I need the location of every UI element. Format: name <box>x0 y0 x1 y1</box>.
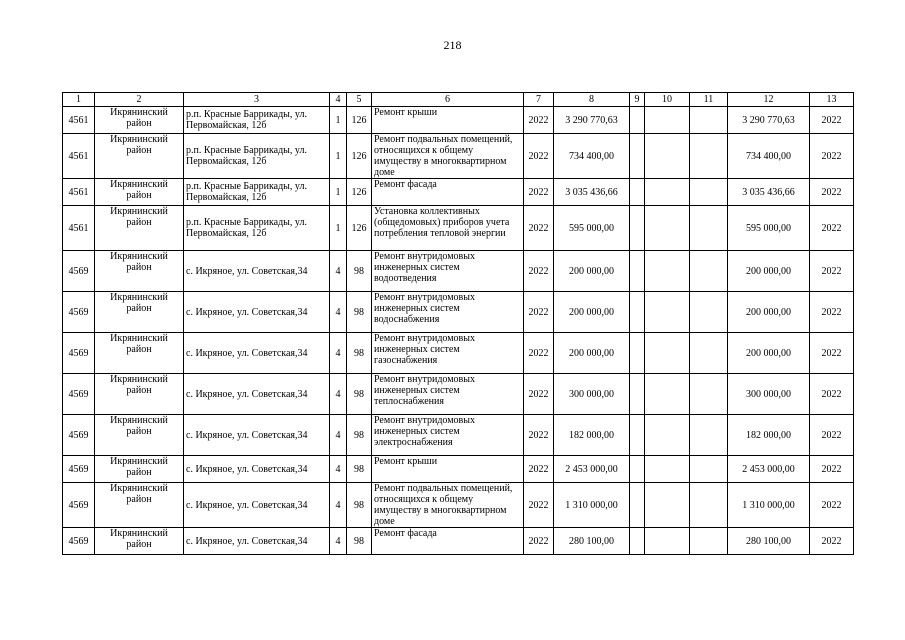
amount-cell: 200 000,00 <box>554 333 630 374</box>
col10-cell <box>645 374 690 415</box>
column-header: 1 <box>63 93 95 107</box>
col9-cell <box>630 483 645 528</box>
item-number-cell: 4561 <box>63 206 95 251</box>
district-cell: Икрянинский район <box>95 528 184 555</box>
col10-cell <box>645 528 690 555</box>
column-header: 12 <box>728 93 810 107</box>
item-number-cell: 4569 <box>63 456 95 483</box>
table-row <box>63 374 854 415</box>
column-header: 5 <box>347 93 372 107</box>
district-cell: Икрянинский район <box>95 134 184 179</box>
table-row <box>63 206 854 251</box>
col5-cell: 98 <box>347 374 372 415</box>
table-row <box>63 456 854 483</box>
col5-cell: 98 <box>347 292 372 333</box>
year-cell: 2022 <box>524 107 554 134</box>
col4-cell: 4 <box>330 483 347 528</box>
work-type-cell: Установка коллективных (общедомовых) приборов учета потребления тепловой энергии <box>372 206 524 251</box>
total-cell: 200 000,00 <box>728 251 810 292</box>
end-year-cell: 2022 <box>810 251 854 292</box>
column-header: 13 <box>810 93 854 107</box>
column-header: 6 <box>372 93 524 107</box>
end-year-cell: 2022 <box>810 292 854 333</box>
work-type-cell: Ремонт фасада <box>372 528 524 555</box>
item-number-cell: 4561 <box>63 134 95 179</box>
col5-cell: 126 <box>347 134 372 179</box>
col5-cell: 98 <box>347 528 372 555</box>
year-cell: 2022 <box>524 179 554 206</box>
amount-cell: 3 035 436,66 <box>554 179 630 206</box>
col11-cell <box>690 292 728 333</box>
district-cell: Икрянинский район <box>95 292 184 333</box>
col10-cell <box>645 251 690 292</box>
col4-cell: 4 <box>330 528 347 555</box>
col5-cell: 98 <box>347 456 372 483</box>
item-number-cell: 4569 <box>63 483 95 528</box>
work-type-cell: Ремонт внутридомовых инженерных систем водоотведения <box>372 251 524 292</box>
year-cell: 2022 <box>524 483 554 528</box>
column-header: 2 <box>95 93 184 107</box>
district-cell: Икрянинский район <box>95 415 184 456</box>
item-number-cell: 4561 <box>63 179 95 206</box>
year-cell: 2022 <box>524 456 554 483</box>
year-cell: 2022 <box>524 134 554 179</box>
col5-cell: 126 <box>347 107 372 134</box>
table-row <box>63 483 854 528</box>
end-year-cell: 2022 <box>810 483 854 528</box>
col4-cell: 1 <box>330 107 347 134</box>
col9-cell <box>630 134 645 179</box>
amount-cell: 2 453 000,00 <box>554 456 630 483</box>
end-year-cell: 2022 <box>810 206 854 251</box>
end-year-cell: 2022 <box>810 456 854 483</box>
col10-cell <box>645 107 690 134</box>
col5-cell: 126 <box>347 179 372 206</box>
col9-cell <box>630 528 645 555</box>
end-year-cell: 2022 <box>810 107 854 134</box>
item-number-cell: 4569 <box>63 415 95 456</box>
item-number-cell: 4569 <box>63 333 95 374</box>
col10-cell <box>645 456 690 483</box>
col10-cell <box>645 415 690 456</box>
address-cell: с. Икряное, ул. Советская,34 <box>184 251 330 292</box>
amount-cell: 734 400,00 <box>554 134 630 179</box>
amount-cell: 200 000,00 <box>554 251 630 292</box>
total-cell: 3 290 770,63 <box>728 107 810 134</box>
year-cell: 2022 <box>524 415 554 456</box>
district-cell: Икрянинский район <box>95 333 184 374</box>
table-row <box>63 107 854 134</box>
district-cell: Икрянинский район <box>95 107 184 134</box>
column-header: 3 <box>184 93 330 107</box>
col9-cell <box>630 374 645 415</box>
address-cell: р.п. Красные Баррикады, ул. Первомайская, 12б <box>184 134 330 179</box>
amount-cell: 300 000,00 <box>554 374 630 415</box>
address-cell: р.п. Красные Баррикады, ул. Первомайская, 12б <box>184 107 330 134</box>
header-row <box>63 93 854 107</box>
total-cell: 200 000,00 <box>728 292 810 333</box>
item-number-cell: 4569 <box>63 374 95 415</box>
amount-cell: 3 290 770,63 <box>554 107 630 134</box>
item-number-cell: 4569 <box>63 251 95 292</box>
work-type-cell: Ремонт крыши <box>372 107 524 134</box>
amount-cell: 280 100,00 <box>554 528 630 555</box>
work-type-cell: Ремонт внутридомовых инженерных систем водоснабжения <box>372 292 524 333</box>
col11-cell <box>690 179 728 206</box>
column-header: 9 <box>630 93 645 107</box>
col9-cell <box>630 415 645 456</box>
end-year-cell: 2022 <box>810 415 854 456</box>
end-year-cell: 2022 <box>810 374 854 415</box>
column-header: 8 <box>554 93 630 107</box>
table-row <box>63 179 854 206</box>
total-cell: 595 000,00 <box>728 206 810 251</box>
amount-cell: 182 000,00 <box>554 415 630 456</box>
work-type-cell: Ремонт фасада <box>372 179 524 206</box>
address-cell: с. Икряное, ул. Советская,34 <box>184 292 330 333</box>
total-cell: 200 000,00 <box>728 333 810 374</box>
col10-cell <box>645 134 690 179</box>
col11-cell <box>690 333 728 374</box>
year-cell: 2022 <box>524 292 554 333</box>
col4-cell: 4 <box>330 292 347 333</box>
col4-cell: 1 <box>330 206 347 251</box>
page-number: 218 <box>443 38 462 52</box>
col9-cell <box>630 206 645 251</box>
col9-cell <box>630 333 645 374</box>
col5-cell: 98 <box>347 415 372 456</box>
col4-cell: 4 <box>330 374 347 415</box>
col11-cell <box>690 415 728 456</box>
col11-cell <box>690 456 728 483</box>
address-cell: с. Икряное, ул. Советская,34 <box>184 483 330 528</box>
col10-cell <box>645 292 690 333</box>
total-cell: 280 100,00 <box>728 528 810 555</box>
work-type-cell: Ремонт внутридомовых инженерных систем электроснабжения <box>372 415 524 456</box>
item-number-cell: 4561 <box>63 107 95 134</box>
table-row <box>63 251 854 292</box>
table-row <box>63 134 854 179</box>
col4-cell: 1 <box>330 134 347 179</box>
col4-cell: 4 <box>330 415 347 456</box>
col4-cell: 4 <box>330 333 347 374</box>
table-row <box>63 292 854 333</box>
col10-cell <box>645 333 690 374</box>
total-cell: 734 400,00 <box>728 134 810 179</box>
district-cell: Икрянинский район <box>95 483 184 528</box>
col11-cell <box>690 528 728 555</box>
total-cell: 1 310 000,00 <box>728 483 810 528</box>
end-year-cell: 2022 <box>810 134 854 179</box>
district-cell: Икрянинский район <box>95 456 184 483</box>
total-cell: 3 035 436,66 <box>728 179 810 206</box>
col11-cell <box>690 134 728 179</box>
total-cell: 182 000,00 <box>728 415 810 456</box>
table-row <box>63 333 854 374</box>
work-type-cell: Ремонт крыши <box>372 456 524 483</box>
col5-cell: 126 <box>347 206 372 251</box>
col9-cell <box>630 107 645 134</box>
col11-cell <box>690 374 728 415</box>
col5-cell: 98 <box>347 483 372 528</box>
col5-cell: 98 <box>347 251 372 292</box>
col11-cell <box>690 483 728 528</box>
year-cell: 2022 <box>524 251 554 292</box>
end-year-cell: 2022 <box>810 333 854 374</box>
year-cell: 2022 <box>524 206 554 251</box>
end-year-cell: 2022 <box>810 528 854 555</box>
work-type-cell: Ремонт внутридомовых инженерных систем теплоснабжения <box>372 374 524 415</box>
address-cell: с. Икряное, ул. Советская,34 <box>184 456 330 483</box>
col4-cell: 1 <box>330 179 347 206</box>
end-year-cell: 2022 <box>810 179 854 206</box>
col9-cell <box>630 179 645 206</box>
col10-cell <box>645 483 690 528</box>
total-cell: 300 000,00 <box>728 374 810 415</box>
year-cell: 2022 <box>524 528 554 555</box>
table-row <box>63 415 854 456</box>
work-type-cell: Ремонт подвальных помещений, относящихся к общему имуществу в многоквартирном доме <box>372 134 524 179</box>
amount-cell: 200 000,00 <box>554 292 630 333</box>
data-table <box>62 92 854 555</box>
item-number-cell: 4569 <box>63 528 95 555</box>
year-cell: 2022 <box>524 333 554 374</box>
address-cell: с. Икряное, ул. Советская,34 <box>184 528 330 555</box>
district-cell: Икрянинский район <box>95 374 184 415</box>
col10-cell <box>645 179 690 206</box>
column-header: 10 <box>645 93 690 107</box>
address-cell: с. Икряное, ул. Советская,34 <box>184 415 330 456</box>
total-cell: 2 453 000,00 <box>728 456 810 483</box>
work-type-cell: Ремонт подвальных помещений, относящихся к общему имуществу в многоквартирном доме <box>372 483 524 528</box>
amount-cell: 595 000,00 <box>554 206 630 251</box>
address-cell: р.п. Красные Баррикады, ул. Первомайская, 12б <box>184 206 330 251</box>
amount-cell: 1 310 000,00 <box>554 483 630 528</box>
district-cell: Икрянинский район <box>95 251 184 292</box>
column-header: 4 <box>330 93 347 107</box>
table-row <box>63 528 854 555</box>
column-header: 11 <box>690 93 728 107</box>
district-cell: Икрянинский район <box>95 179 184 206</box>
district-cell: Икрянинский район <box>95 206 184 251</box>
year-cell: 2022 <box>524 374 554 415</box>
address-cell: с. Икряное, ул. Советская,34 <box>184 333 330 374</box>
col10-cell <box>645 206 690 251</box>
col11-cell <box>690 251 728 292</box>
work-type-cell: Ремонт внутридомовых инженерных систем газоснабжения <box>372 333 524 374</box>
col5-cell: 98 <box>347 333 372 374</box>
address-cell: с. Икряное, ул. Советская,34 <box>184 374 330 415</box>
address-cell: р.п. Красные Баррикады, ул. Первомайская, 12б <box>184 179 330 206</box>
col11-cell <box>690 107 728 134</box>
col11-cell <box>690 206 728 251</box>
col9-cell <box>630 251 645 292</box>
column-header: 7 <box>524 93 554 107</box>
col9-cell <box>630 456 645 483</box>
col4-cell: 4 <box>330 251 347 292</box>
item-number-cell: 4569 <box>63 292 95 333</box>
col9-cell <box>630 292 645 333</box>
col4-cell: 4 <box>330 456 347 483</box>
